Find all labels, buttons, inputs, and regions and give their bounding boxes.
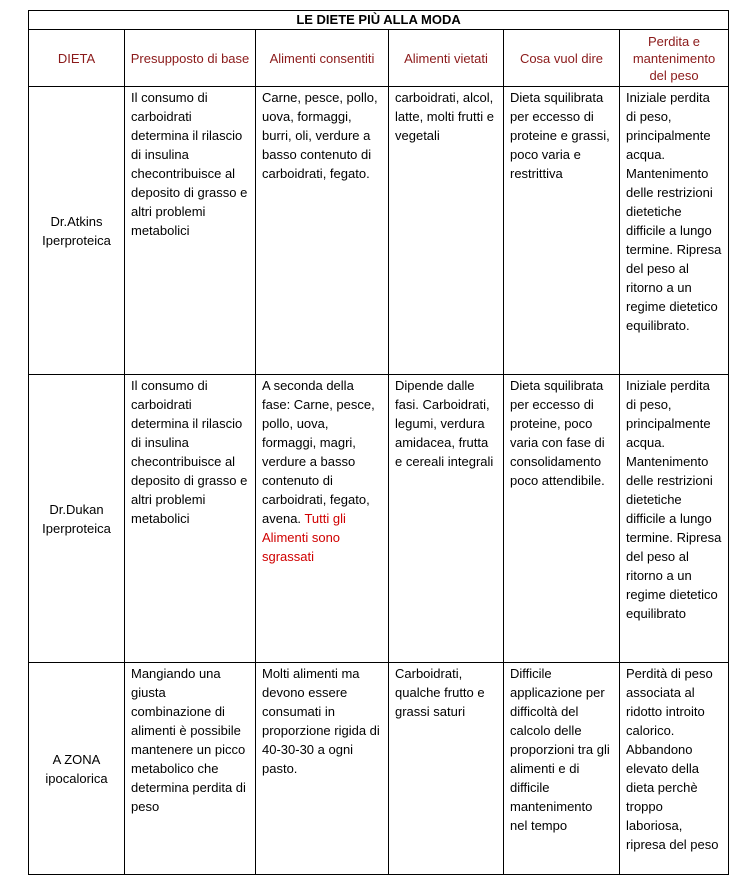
header-vietati: Alimenti vietati bbox=[389, 30, 504, 87]
header-perdita: Perdita e mantenimento del peso bbox=[620, 30, 729, 87]
diet-name: A ZONA bbox=[52, 751, 101, 767]
consentiti-cell bbox=[256, 663, 389, 875]
consentiti-cell bbox=[256, 375, 389, 663]
significato-cell: Dieta squilibrata per eccesso di proteine e grassi, poco varia e restrittiva bbox=[504, 87, 620, 375]
vietati-cell: Carboidrati, qualche frutto e grassi saturi bbox=[389, 663, 504, 875]
diet-name-cell bbox=[29, 87, 125, 375]
consentiti-text: Carne, pesce, pollo, uova, formaggi, burri, oli, verdure a basso contenuto di carboidrati, fegato. bbox=[262, 90, 378, 181]
header-presupposto: Presupposto di base bbox=[125, 30, 256, 87]
significato-cell: Dieta squilibrata per eccesso di proteine, poco varia con fase di consolidamento poco attendibile. bbox=[504, 375, 620, 663]
title-row bbox=[29, 11, 729, 30]
diet-name-cell bbox=[29, 375, 125, 663]
consentiti-cell bbox=[256, 87, 389, 375]
significato-cell: Difficile applicazione per difficoltà del calcolo delle proporzioni tra gli alimenti e di difficile mantenimento nel tempo bbox=[504, 663, 620, 875]
table-row bbox=[29, 375, 729, 663]
consentiti-note: Tutti gli Alimenti sono sgrassati bbox=[262, 511, 346, 564]
table-row bbox=[29, 663, 729, 875]
header-significato: Cosa vuol dire bbox=[504, 30, 620, 87]
vietati-cell: carboidrati, alcol, latte, molti frutti e vegetali bbox=[389, 87, 504, 375]
table-row bbox=[29, 87, 729, 375]
presupposto-cell: Il consumo di carboidrati determina il rilascio di insulina checontribuisce al deposito di grasso e altri problemi metabolici bbox=[125, 375, 256, 663]
diet-name: Dr.Dukan bbox=[49, 501, 104, 517]
diet-table bbox=[28, 10, 729, 875]
diet-type: Iperproteica bbox=[42, 232, 111, 248]
header-consentiti: Alimenti consentiti bbox=[256, 30, 389, 87]
diet-name: Dr.Atkins bbox=[50, 213, 103, 229]
consentiti-text: Molti alimenti ma devono essere consumati in proporzione rigida di 40-30-30 a ogni pasto. bbox=[262, 666, 380, 776]
perdita-cell: Iniziale perdita di peso, principalmente acqua. Mantenimento delle restrizioni dietetiche difficile a lungo termine. Ripresa del peso al ritorno a un regime dietetico equilibrato. bbox=[620, 87, 729, 375]
presupposto-cell: Il consumo di carboidrati determina il rilascio di insulina checontribuisce al deposito di grasso e altri problemi metabolici bbox=[125, 87, 256, 375]
perdita-cell: Iniziale perdita di peso, principalmente acqua. Mantenimento delle restrizioni dietetiche difficile a lungo termine. Ripresa del peso al ritorno a un regime dietetico equilibrato bbox=[620, 375, 729, 663]
perdita-cell: Perdità di peso associata al ridotto introito calorico. Abbandono elevato della dieta perchè troppo laboriosa, ripresa del peso bbox=[620, 663, 729, 875]
diet-type: ipocalorica bbox=[45, 770, 108, 786]
header-dieta: DIETA bbox=[29, 30, 125, 87]
table-title: LE DIETE PIÙ ALLA MODA bbox=[29, 11, 729, 30]
presupposto-cell: Mangiando una giusta combinazione di alimenti è possibile mantenere un picco metabolico che determina perdita di peso bbox=[125, 663, 256, 875]
diet-type: Iperproteica bbox=[42, 520, 111, 536]
consentiti-text: A seconda della fase: Carne, pesce, pollo, uova, formaggi, magri, verdure a basso contenuto di carboidrati, fegato, avena. bbox=[262, 378, 375, 526]
header-row bbox=[29, 30, 729, 87]
diet-name-cell bbox=[29, 663, 125, 875]
vietati-cell: Dipende dalle fasi. Carboidrati, legumi, verdura amidacea, frutta e cereali integrali bbox=[389, 375, 504, 663]
